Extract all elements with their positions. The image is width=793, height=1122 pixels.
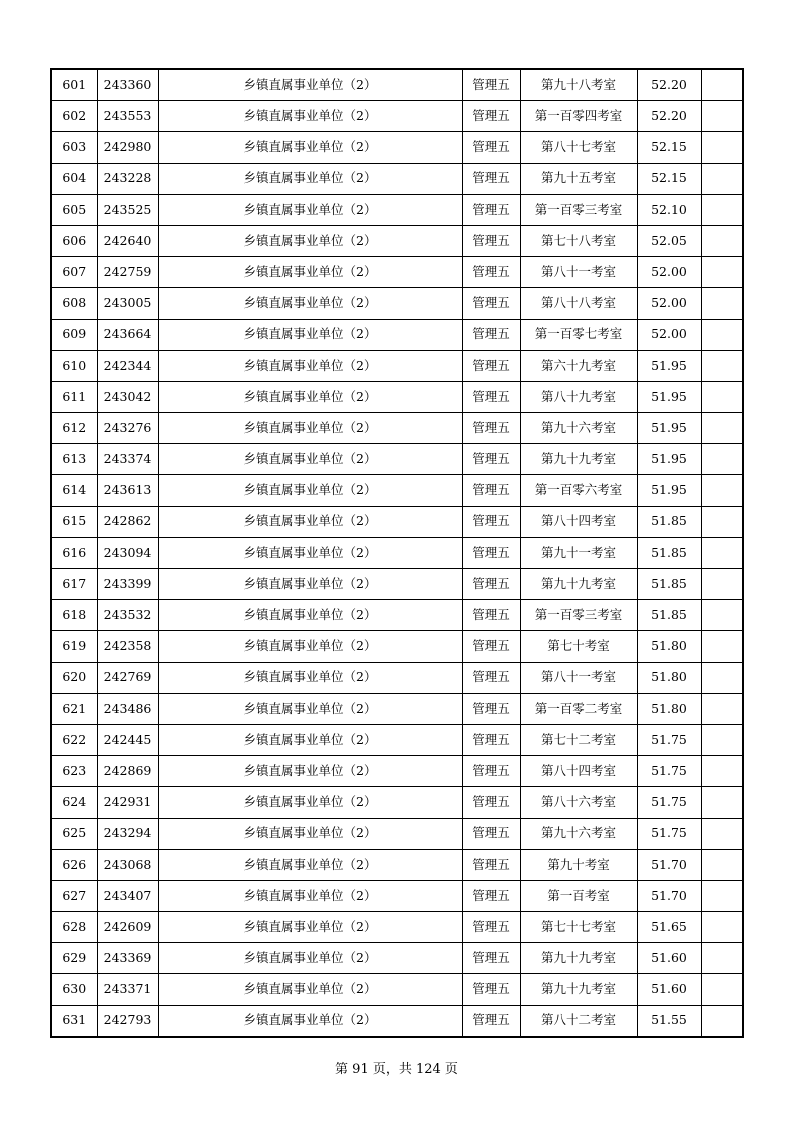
remark-cell: [701, 1005, 743, 1037]
candidate-id-cell: 242869: [97, 756, 158, 787]
score-cell: 52.05: [637, 225, 701, 256]
candidate-id-cell: 242862: [97, 506, 158, 537]
row-number-cell: 628: [51, 912, 97, 943]
position-cell: 管理五: [462, 569, 520, 600]
employer-unit-cell: 乡镇直属事业单位（2）: [158, 724, 462, 755]
employer-unit-cell: 乡镇直属事业单位（2）: [158, 880, 462, 911]
score-cell: 51.75: [637, 756, 701, 787]
table-row: [51, 350, 743, 381]
table-row: [51, 569, 743, 600]
position-cell: 管理五: [462, 413, 520, 444]
table-row: [51, 631, 743, 662]
row-number-cell: 614: [51, 475, 97, 506]
candidate-id-cell: 243407: [97, 880, 158, 911]
score-cell: 51.85: [637, 537, 701, 568]
position-cell: 管理五: [462, 444, 520, 475]
employer-unit-cell: 乡镇直属事业单位（2）: [158, 974, 462, 1005]
score-cell: 51.70: [637, 880, 701, 911]
table-row: [51, 724, 743, 755]
employer-unit-cell: 乡镇直属事业单位（2）: [158, 257, 462, 288]
position-cell: 管理五: [462, 194, 520, 225]
remark-cell: [701, 600, 743, 631]
employer-unit-cell: 乡镇直属事业单位（2）: [158, 943, 462, 974]
table-row: [51, 506, 743, 537]
employer-unit-cell: 乡镇直属事业单位（2）: [158, 288, 462, 319]
remark-cell: [701, 381, 743, 412]
position-cell: 管理五: [462, 849, 520, 880]
exam-room-cell: 第九十六考室: [520, 413, 637, 444]
exam-room-cell: 第七十考室: [520, 631, 637, 662]
table-row: [51, 943, 743, 974]
score-cell: 51.80: [637, 693, 701, 724]
employer-unit-cell: 乡镇直属事业单位（2）: [158, 662, 462, 693]
row-number-cell: 619: [51, 631, 97, 662]
score-cell: 52.20: [637, 101, 701, 132]
row-number-cell: 604: [51, 163, 97, 194]
position-cell: 管理五: [462, 69, 520, 101]
exam-room-cell: 第八十七考室: [520, 132, 637, 163]
employer-unit-cell: 乡镇直属事业单位（2）: [158, 600, 462, 631]
row-number-cell: 627: [51, 880, 97, 911]
page-footer: 第 91 页，共 124 页: [335, 1062, 458, 1077]
exam-room-cell: 第八十六考室: [520, 787, 637, 818]
exam-room-cell: 第八十八考室: [520, 288, 637, 319]
score-cell: 51.60: [637, 943, 701, 974]
employer-unit-cell: 乡镇直属事业单位（2）: [158, 381, 462, 412]
row-number-cell: 612: [51, 413, 97, 444]
score-cell: 52.20: [637, 69, 701, 101]
remark-cell: [701, 787, 743, 818]
exam-room-cell: 第一百零三考室: [520, 194, 637, 225]
candidate-id-cell: 243525: [97, 194, 158, 225]
score-cell: 51.75: [637, 787, 701, 818]
row-number-cell: 605: [51, 194, 97, 225]
remark-cell: [701, 943, 743, 974]
score-cell: 51.70: [637, 849, 701, 880]
exam-room-cell: 第一百零三考室: [520, 600, 637, 631]
score-cell: 51.95: [637, 381, 701, 412]
candidate-id-cell: 242358: [97, 631, 158, 662]
candidate-id-cell: 242931: [97, 787, 158, 818]
row-number-cell: 622: [51, 724, 97, 755]
remark-cell: [701, 475, 743, 506]
position-cell: 管理五: [462, 319, 520, 350]
row-number-cell: 606: [51, 225, 97, 256]
exam-room-cell: 第九十九考室: [520, 974, 637, 1005]
employer-unit-cell: 乡镇直属事业单位（2）: [158, 132, 462, 163]
candidate-id-cell: 243374: [97, 444, 158, 475]
employer-unit-cell: 乡镇直属事业单位（2）: [158, 849, 462, 880]
candidate-id-cell: 243042: [97, 381, 158, 412]
employer-unit-cell: 乡镇直属事业单位（2）: [158, 537, 462, 568]
exam-room-cell: 第八十九考室: [520, 381, 637, 412]
row-number-cell: 621: [51, 693, 97, 724]
score-cell: 51.95: [637, 475, 701, 506]
remark-cell: [701, 132, 743, 163]
position-cell: 管理五: [462, 974, 520, 1005]
score-cell: 52.15: [637, 163, 701, 194]
table-row: [51, 662, 743, 693]
position-cell: 管理五: [462, 600, 520, 631]
score-cell: 52.00: [637, 319, 701, 350]
candidate-id-cell: 242769: [97, 662, 158, 693]
exam-room-cell: 第八十四考室: [520, 506, 637, 537]
score-cell: 52.15: [637, 132, 701, 163]
employer-unit-cell: 乡镇直属事业单位（2）: [158, 912, 462, 943]
candidate-id-cell: 243553: [97, 101, 158, 132]
exam-room-cell: 第七十八考室: [520, 225, 637, 256]
table-row: [51, 1005, 743, 1037]
table-row: [51, 849, 743, 880]
candidate-id-cell: 243369: [97, 943, 158, 974]
remark-cell: [701, 818, 743, 849]
score-cell: 52.00: [637, 288, 701, 319]
exam-room-cell: 第九十六考室: [520, 818, 637, 849]
candidate-id-cell: 242609: [97, 912, 158, 943]
score-cell: 51.80: [637, 631, 701, 662]
row-number-cell: 603: [51, 132, 97, 163]
position-cell: 管理五: [462, 506, 520, 537]
employer-unit-cell: 乡镇直属事业单位（2）: [158, 1005, 462, 1037]
position-cell: 管理五: [462, 880, 520, 911]
position-cell: 管理五: [462, 912, 520, 943]
position-cell: 管理五: [462, 381, 520, 412]
remark-cell: [701, 288, 743, 319]
candidate-id-cell: 243399: [97, 569, 158, 600]
remark-cell: [701, 413, 743, 444]
employer-unit-cell: 乡镇直属事业单位（2）: [158, 225, 462, 256]
candidate-id-cell: 243068: [97, 849, 158, 880]
candidate-id-cell: 243532: [97, 600, 158, 631]
candidate-id-cell: 243005: [97, 288, 158, 319]
table-row: [51, 132, 743, 163]
score-cell: 52.10: [637, 194, 701, 225]
table-row: [51, 974, 743, 1005]
position-cell: 管理五: [462, 787, 520, 818]
table-row: [51, 600, 743, 631]
exam-room-cell: 第一百考室: [520, 880, 637, 911]
position-cell: 管理五: [462, 288, 520, 319]
row-number-cell: 608: [51, 288, 97, 319]
exam-room-cell: 第八十二考室: [520, 1005, 637, 1037]
remark-cell: [701, 569, 743, 600]
remark-cell: [701, 693, 743, 724]
employer-unit-cell: 乡镇直属事业单位（2）: [158, 818, 462, 849]
score-cell: 51.85: [637, 569, 701, 600]
exam-room-cell: 第八十一考室: [520, 257, 637, 288]
exam-room-cell: 第九十五考室: [520, 163, 637, 194]
score-cell: 52.00: [637, 257, 701, 288]
table-row: [51, 257, 743, 288]
employer-unit-cell: 乡镇直属事业单位（2）: [158, 350, 462, 381]
remark-cell: [701, 974, 743, 1005]
employer-unit-cell: 乡镇直属事业单位（2）: [158, 69, 462, 101]
table-row: [51, 475, 743, 506]
candidate-id-cell: 242793: [97, 1005, 158, 1037]
exam-room-cell: 第九十九考室: [520, 943, 637, 974]
score-cell: 51.95: [637, 350, 701, 381]
position-cell: 管理五: [462, 132, 520, 163]
exam-room-cell: 第八十四考室: [520, 756, 637, 787]
row-number-cell: 617: [51, 569, 97, 600]
table-row: [51, 413, 743, 444]
position-cell: 管理五: [462, 631, 520, 662]
candidate-id-cell: 243664: [97, 319, 158, 350]
candidate-id-cell: 243228: [97, 163, 158, 194]
exam-room-cell: 第八十一考室: [520, 662, 637, 693]
remark-cell: [701, 506, 743, 537]
remark-cell: [701, 350, 743, 381]
table-row: [51, 69, 743, 101]
remark-cell: [701, 257, 743, 288]
exam-room-cell: 第一百零七考室: [520, 319, 637, 350]
candidate-id-cell: 242344: [97, 350, 158, 381]
employer-unit-cell: 乡镇直属事业单位（2）: [158, 413, 462, 444]
employer-unit-cell: 乡镇直属事业单位（2）: [158, 787, 462, 818]
candidate-id-cell: 243360: [97, 69, 158, 101]
table-row: [51, 288, 743, 319]
score-cell: 51.60: [637, 974, 701, 1005]
employer-unit-cell: 乡镇直属事业单位（2）: [158, 756, 462, 787]
results-table: [50, 68, 744, 1038]
exam-room-cell: 第六十九考室: [520, 350, 637, 381]
table-body: [51, 69, 743, 1037]
position-cell: 管理五: [462, 537, 520, 568]
table-row: [51, 693, 743, 724]
score-cell: 51.85: [637, 600, 701, 631]
position-cell: 管理五: [462, 101, 520, 132]
remark-cell: [701, 912, 743, 943]
row-number-cell: 626: [51, 849, 97, 880]
exam-room-cell: 第一百零二考室: [520, 693, 637, 724]
employer-unit-cell: 乡镇直属事业单位（2）: [158, 319, 462, 350]
row-number-cell: 613: [51, 444, 97, 475]
remark-cell: [701, 69, 743, 101]
employer-unit-cell: 乡镇直属事业单位（2）: [158, 631, 462, 662]
score-cell: 51.65: [637, 912, 701, 943]
table-row: [51, 756, 743, 787]
table-row: [51, 225, 743, 256]
row-number-cell: 631: [51, 1005, 97, 1037]
remark-cell: [701, 444, 743, 475]
row-number-cell: 609: [51, 319, 97, 350]
remark-cell: [701, 101, 743, 132]
position-cell: 管理五: [462, 818, 520, 849]
remark-cell: [701, 662, 743, 693]
row-number-cell: 624: [51, 787, 97, 818]
table-row: [51, 319, 743, 350]
candidate-id-cell: 243613: [97, 475, 158, 506]
score-cell: 51.95: [637, 413, 701, 444]
row-number-cell: 625: [51, 818, 97, 849]
row-number-cell: 611: [51, 381, 97, 412]
employer-unit-cell: 乡镇直属事业单位（2）: [158, 101, 462, 132]
row-number-cell: 607: [51, 257, 97, 288]
remark-cell: [701, 631, 743, 662]
score-cell: 51.75: [637, 724, 701, 755]
position-cell: 管理五: [462, 1005, 520, 1037]
row-number-cell: 601: [51, 69, 97, 101]
table-row: [51, 880, 743, 911]
candidate-id-cell: 242759: [97, 257, 158, 288]
row-number-cell: 620: [51, 662, 97, 693]
row-number-cell: 629: [51, 943, 97, 974]
employer-unit-cell: 乡镇直属事业单位（2）: [158, 693, 462, 724]
position-cell: 管理五: [462, 724, 520, 755]
candidate-id-cell: 243486: [97, 693, 158, 724]
row-number-cell: 616: [51, 537, 97, 568]
employer-unit-cell: 乡镇直属事业单位（2）: [158, 506, 462, 537]
score-cell: 51.75: [637, 818, 701, 849]
candidate-id-cell: 243294: [97, 818, 158, 849]
employer-unit-cell: 乡镇直属事业单位（2）: [158, 475, 462, 506]
employer-unit-cell: 乡镇直属事业单位（2）: [158, 569, 462, 600]
position-cell: 管理五: [462, 693, 520, 724]
remark-cell: [701, 880, 743, 911]
table-row: [51, 381, 743, 412]
position-cell: 管理五: [462, 225, 520, 256]
exam-room-cell: 第九十考室: [520, 849, 637, 880]
remark-cell: [701, 724, 743, 755]
employer-unit-cell: 乡镇直属事业单位（2）: [158, 163, 462, 194]
exam-room-cell: 第九十九考室: [520, 444, 637, 475]
candidate-id-cell: 242980: [97, 132, 158, 163]
table-row: [51, 537, 743, 568]
candidate-id-cell: 243371: [97, 974, 158, 1005]
position-cell: 管理五: [462, 943, 520, 974]
row-number-cell: 602: [51, 101, 97, 132]
exam-room-cell: 第一百零四考室: [520, 101, 637, 132]
table-row: [51, 787, 743, 818]
position-cell: 管理五: [462, 475, 520, 506]
remark-cell: [701, 849, 743, 880]
exam-room-cell: 第七十七考室: [520, 912, 637, 943]
table-row: [51, 163, 743, 194]
exam-room-cell: 第一百零六考室: [520, 475, 637, 506]
row-number-cell: 630: [51, 974, 97, 1005]
score-cell: 51.85: [637, 506, 701, 537]
employer-unit-cell: 乡镇直属事业单位（2）: [158, 444, 462, 475]
table-row: [51, 194, 743, 225]
employer-unit-cell: 乡镇直属事业单位（2）: [158, 194, 462, 225]
candidate-id-cell: 242640: [97, 225, 158, 256]
table-row: [51, 101, 743, 132]
position-cell: 管理五: [462, 756, 520, 787]
remark-cell: [701, 225, 743, 256]
exam-room-cell: 第九十八考室: [520, 69, 637, 101]
table-row: [51, 912, 743, 943]
exam-room-cell: 第九十九考室: [520, 569, 637, 600]
position-cell: 管理五: [462, 163, 520, 194]
candidate-id-cell: 242445: [97, 724, 158, 755]
remark-cell: [701, 194, 743, 225]
exam-room-cell: 第九十一考室: [520, 537, 637, 568]
row-number-cell: 610: [51, 350, 97, 381]
remark-cell: [701, 163, 743, 194]
score-cell: 51.95: [637, 444, 701, 475]
position-cell: 管理五: [462, 350, 520, 381]
candidate-id-cell: 243094: [97, 537, 158, 568]
row-number-cell: 618: [51, 600, 97, 631]
table-row: [51, 818, 743, 849]
candidate-id-cell: 243276: [97, 413, 158, 444]
row-number-cell: 615: [51, 506, 97, 537]
remark-cell: [701, 319, 743, 350]
position-cell: 管理五: [462, 662, 520, 693]
score-cell: 51.55: [637, 1005, 701, 1037]
remark-cell: [701, 756, 743, 787]
row-number-cell: 623: [51, 756, 97, 787]
table-row: [51, 444, 743, 475]
exam-room-cell: 第七十二考室: [520, 724, 637, 755]
position-cell: 管理五: [462, 257, 520, 288]
remark-cell: [701, 537, 743, 568]
score-cell: 51.80: [637, 662, 701, 693]
